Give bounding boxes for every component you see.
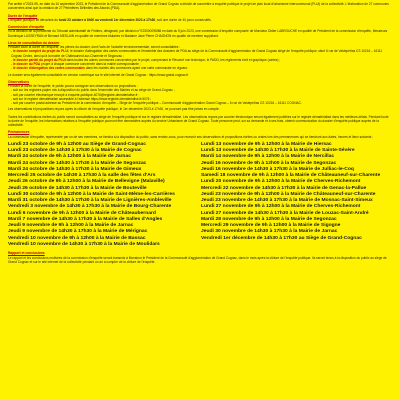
permanence-row: Mardi 24 octobre de 14h30 à 17h30 à la Mairie de Gimeux (8, 166, 142, 172)
lieux-item: - le dossier complet du projet du PLUi, le dossier d'abrogation des cartes communales et l'ensemble des dossiers de PDA au siège de la Communauté d'agglomération de Grand Cognac siège de l'enquête publique, situé 6 rue de Valdepeñas CS 10216 – 16111 Cognac Cedex, ainsi qu'à la mairie de Châteauneuf-sur-Charente et Segonzac ; (11, 49, 383, 58)
commission-heading: Commission d'enquête (8, 25, 45, 30)
lieux-item-text: propre à chaque commune concernée dans la mairie correspondante ; (40, 62, 141, 67)
permanence-row: Jeudi 16 novembre de 14h30 à 17h30 à la Mairie de Julliac-le-Coq (201, 166, 354, 172)
observations-item-text: soit sur le registre dématérialisé accessible à l'adresse https://www.registre-dematerialise.fr/4076 ; (12, 96, 152, 101)
observations-item: - soit sur le registre dématérialisé accessible à l'adresse https://www.registre-dematerialise.fr/4076 ; (11, 96, 152, 101)
permanence-row: Mardi 7 novembre de 14h30 à 17h30 à la Mairie de Salles d'Angles (8, 216, 163, 222)
lieux-item-bold: le dossier d'abrogation des cartes communales (12, 66, 85, 71)
observations-heading: Observations (8, 79, 30, 84)
permanence-row: Mercredi 25 octobre de 14h30 à 17h30 à la salle des fêtes d'Ars (8, 173, 156, 179)
permanence-row: Lundi 27 novembre de 9h à 12h00 à la Mairie de Cherves-Richemont (201, 204, 361, 210)
observations-item-text: soit par courrier postal adressé au Président de la commission d'enquête – Siège de l'enquête publique – Communauté d'agglomération Grand Cognac – 6 rue de Valdepeñas CS 10216 – 16111 COGNAC. (12, 101, 302, 106)
lieux-item-bold: le dossier complet du projet du PLUi (12, 49, 69, 54)
permanence-row: Lundi 23 octobre de 14h30 à 17h30 à la Mairie de Cognac (8, 148, 142, 154)
permanences-column-right (201, 142, 391, 248)
permanence-row: Lundi 27 novembre de 14h30 à 17h30 à la Mairie de Louzac-Saint-André (201, 210, 369, 216)
rapport-paragraph: Le rapport et les conclusions motivées de la commission d'enquête seront transmis à Monsieur le Président de la Communauté d'agglomération de Grand Cognac, dans le mois après la clôture de l'enquête publique. Ils seront tenus à la disposition du public au siège de Grand Cognac et sur le site internet de la collectivité pendant un an à compter de la clôture de l'enquête. (8, 255, 387, 264)
permanence-row: Mercredi 22 novembre de 14h30 à 17h30 à la Mairie de Genac-la-Pallue (201, 185, 367, 191)
lieux-item-text: , le dossier d'abrogation des cartes communales et l'ensemble des dossiers de PDA au siège de la Communauté d'agglomération de Grand Cognac siège de l'enquête publique, situé 6 rue de Valdepeñas CS 10216 – 16111 Cognac Cedex, ainsi qu'à la mairie de Châteauneuf-sur-Charente et Segonzac ; (11, 49, 383, 58)
permanence-row: Lundi 30 octobre de 9h à 12h00 à la Mairie de Saint-Même-les-Carrières (8, 191, 175, 197)
permanence-row: Jeudi 16 novembre de 9h à 12h00 à la Mairie de Segonzac (201, 160, 337, 166)
lieux-intro: Pendant toute la durée de l'enquête, les pièces du dossier, dont l'avis de l'autorité environnementale, seront consultables : (8, 45, 181, 50)
duree-heading: Durée de l'enquête (8, 13, 38, 18)
lieux-item: - le dossier d'abrogation des cartes communales dans les mairies des communes ayant une carte communale en vigueur. (11, 66, 189, 71)
duree-dates: lundi 23 octobre à 8h00 au vendredi 1er décembre 2023 à 17h30 (58, 17, 156, 22)
permanence-row: Lundi 13 novembre de 9h à 12h00 à la Mairie de Hiersac (201, 141, 332, 147)
observations-item: - soit sur les registres papier mis à disposition du public dans l'ensemble des Mairies et au siège de Grand-Cognac ; (11, 88, 175, 93)
observations-item: - soit par courrier postal adressé au Président de la commission d'enquête – Siège de l'enquête publique – Communauté d'agglomération Grand Cognac – 6 rue de Valdepeñas CS 10216 – 16111 COGNAC. (11, 101, 302, 106)
observations-item: - soit par courrier électronique envoyé à enquete-publique-4076@registre-dematerialise.fr ; (11, 92, 140, 97)
duree-text-before: L'enquête publique se déroulera du (8, 17, 59, 22)
lieux-item-text: dans les mairies des communes ayant une carte communale en vigueur. (84, 66, 189, 71)
permanence-row: Mardi 28 novembre de 9h à 12h00 à la Mairie de Segonzac (201, 216, 337, 222)
duree-text-after: , soit une durée de 40 jours consécutifs. (155, 17, 212, 22)
permanence-row: Vendredi 3 novembre de 14h30 à 17h30 à la Mairie de Bourg-Charente (8, 204, 172, 210)
rapport-heading: Rapport et conclusions (8, 251, 45, 256)
permanences-intro: La commission d'enquête, représentée par un de ses membres, se tiendra à la disposition du public, sans rendez-vous, pour recevoir ses observations et propositions écrites ou orales lors des permanences qui se tiendront aux dates, heures et lieux suivants : (8, 134, 374, 139)
observations-item-text: soit par courrier électronique envoyé à enquete-publique-4076@registre-dematerialise.fr ; (12, 92, 140, 97)
observations-item-text: soit sur les registres papier mis à disposition du public dans l'ensemble des Mairies et au siège de Grand-Cognac ; (12, 88, 175, 93)
lieux-heading: Lieux de consultation du dossier (8, 40, 60, 45)
commission-paragraph: Vu la décision de la présidente du Tribunal administratif de Poitiers, désignant, par décision n°E23000095/86 en date du 5 juin 2023, une commission d'enquête composée de Monsieur Didier LABROUCHE en qualité de Président de la commission d'enquête, Messieurs Dominique LUSSEYRAN et Bernard MESLAIN en qualité de membres titulaires et Madame Jane Pierre CHAGNON en qualité de membre suppléant. (8, 29, 388, 38)
permanence-row: Lundi 20 novembre de 9h à 12h00 à la Mairie de Cherves-Richemont (201, 179, 361, 185)
intro-paragraph: Par arrêté n°2023-95, en date du 10 septembre 2023, le Président de la Communauté d'agglomération de Grand Cognac a décidé de soumettre à enquête publique le projet de plan local d'urbanisme intercommunal (PLUi) de la collectivité. L'élaboration de 27 communes concernées ainsi que la création de 27 Périmètres Délimités des Abords (PDA). (8, 2, 389, 11)
info-paragraph: Toutes les contributions écrites du public seront consultables au siège de l'enquête publique et sur le registre dématérialisé. Les observations reçues par courrier électronique seront également publiées sur le registre dématérialisé dans les meilleurs délais. Pendant toute la durée de l'enquête, les informations relatives à l'enquête publique pourront être demandées auprès du service Urbanisme de Grand Cognac. Toute personne peut, sur sa demande et à ses frais, obtenir communication du dossier d'enquête publique auprès de la collectivité. (8, 114, 389, 128)
permanence-row: Vendredi 1er décembre de 14h30 à 17h30 au Siège de Grand-Cognac (201, 235, 362, 241)
lieux-item: - le dossier partiel du projet du PLUi dans toutes les autres communes concernées par le projet, comprenant le Résumé non technique, le PADD, les règlements écrit et graphique (cartes) ; (11, 57, 281, 62)
observations-note: Les observations et propositions reçues après la clôture de l'enquête publique, le 1er décembre 2023 à 17h30, ne pourront pas être prises en compte. (8, 107, 220, 112)
permanence-row: Jeudi 30 novembre de 14h30 à 17h30 à la Mairie de Jarnac (201, 229, 338, 235)
permanences-heading: Permanences (8, 130, 30, 135)
lieux-item-bold: le dossier du PDA (12, 62, 41, 67)
permanence-row: Mardi 24 octobre de 14h30 à 17h30 à la Mairie de Segonzac (8, 160, 147, 166)
lieux-registry-note: Le dossier sera également consultable en version numérique sur le site internet de Grand Cognac : https://www.grand-cognac.fr (8, 72, 189, 77)
permanence-row: Lundi 6 novembre de 9h à 12h00 à la Mairie de Châteaubernard (8, 210, 156, 216)
permanence-row: Mardi 24 octobre de 9h à 12h00 à la Mairie de Jarnac (8, 154, 131, 160)
permanence-row: Mardi 14 novembre de 9h à 12h00 à la Mairie de Nercillac (201, 154, 335, 160)
lieux-item: - le dossier du PDA propre à chaque commune concernée dans la mairie correspondante ; (11, 62, 141, 67)
permanence-row: Mercredi 29 novembre de 9h à 12h00 à la Mairie de Sigogne (201, 223, 341, 229)
duree-paragraph (8, 18, 391, 22)
permanence-row: Mardi 31 octobre de 14h30 à 17h30 à la Mairie de Lignières-Ambleville (8, 198, 172, 204)
permanence-row: Jeudi 9 novembre de 9h à 12h00 à la Mairie de Jarnac (8, 223, 134, 229)
permanence-row: Jeudi 23 novembre de 14h30 à 17h30 à la Mairie de Mosnac-Saint-Simeux (201, 198, 373, 204)
permanence-row: Jeudi 26 octobre de 14h30 à 17h30 à la Mairie de Bouteville (8, 185, 147, 191)
lieux-item-bold: le dossier partiel du projet du PLUi (12, 57, 66, 62)
permanence-row: Jeudi 26 octobre de 9h à 12h00 à la Mairie de Bellevigne (Malaville) (8, 179, 165, 185)
permanences-schedule (8, 142, 391, 248)
permanence-row: Lundi 13 novembre de 14h30 à 17h30 à la Mairie de Sainte-Sévère (201, 148, 355, 154)
permanence-row: Vendredi 10 novembre de 14h30 à 17h30 à la Mairie de Moulidars (8, 241, 160, 247)
permanence-row: Vendredi 10 novembre de 9h à 12h00 à la Mairie de Bassac (8, 235, 146, 241)
observations-intro: Pendant la durée de l'enquête, le public pourra consigner ses observations ou propositions : (8, 84, 138, 89)
lieux-item-text: dans toutes les autres communes concernées par le projet, comprenant le Résumé non technique, le PADD, les règlements écrit et graphique (cartes) ; (65, 57, 281, 62)
permanence-row: Jeudi 9 novembre de 14h30 à 17h30 à la Mairie de Mérignac (8, 229, 148, 235)
permanences-column-left (8, 142, 198, 248)
permanence-row: Samedi 18 novembre de 9h à 12h00 à la Mairie de Châteauneuf-sur-Charente (201, 173, 381, 179)
permanence-row: Jeudi 23 novembre de 9h à 12h00 à la Mairie de Châteauneuf-sur-Charente (201, 191, 376, 197)
permanence-row: Lundi 23 octobre de 9h à 12h00 au Siège de Grand-Cognac (8, 141, 147, 147)
